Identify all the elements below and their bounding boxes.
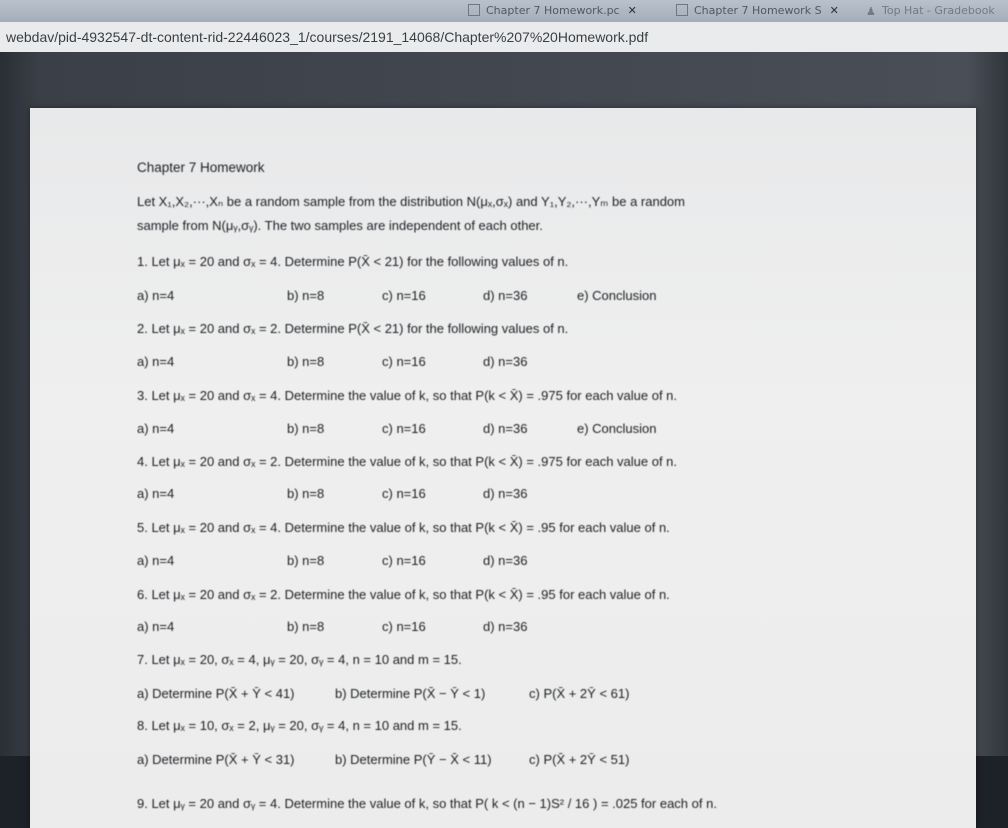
problem-9-statement: 9. Let μᵧ = 20 and σᵧ = 4. Determine the value of k, so that P( k < (n − 1)S² / 16 ) = .025 for each of n. bbox=[137, 796, 717, 811]
option-a: a) n=4 bbox=[137, 486, 175, 501]
option-b: b) n=8 bbox=[287, 486, 325, 501]
option-e: e) Conclusion bbox=[577, 421, 657, 436]
option-c: c) n=16 bbox=[382, 421, 426, 436]
option-b: b) n=8 bbox=[287, 354, 325, 369]
url-text[interactable]: webdav/pid-4932547-dt-content-rid-22446023_1/courses/2191_14068/Chapter%207%20Homework.pdf bbox=[6, 29, 649, 45]
problem-5-statement: 5. Let μₓ = 20 and σₓ = 4. Determine the value of k, so that P(k < X̄) = .95 for each value of n. bbox=[137, 520, 670, 535]
option-d: d) n=36 bbox=[483, 619, 528, 634]
problem-2-statement: 2. Let μₓ = 20 and σₓ = 2. Determine P(X̄ < 21) for the following values of n. bbox=[137, 321, 569, 336]
tophat-icon: ♟ bbox=[866, 5, 876, 18]
option-b: b) n=8 bbox=[287, 421, 325, 436]
intro-text-line-2: sample from N(μᵧ,σᵧ). The two samples are independent of each other. bbox=[137, 218, 543, 233]
option-a: a) Determine P(X̄ + Ȳ < 41) bbox=[137, 686, 295, 701]
option-a: a) Determine P(X̄ + Ȳ < 31) bbox=[137, 752, 295, 767]
option-d: d) n=36 bbox=[483, 486, 528, 501]
option-b: b) n=8 bbox=[287, 553, 325, 568]
browser-tab-strip bbox=[0, 0, 1008, 22]
browser-tab-top-hat-gradebook[interactable] bbox=[866, 0, 1008, 20]
tab-label: Top Hat - Gradebook bbox=[882, 3, 995, 17]
browser-tab-chapter-7-homework-pdf[interactable] bbox=[468, 0, 658, 20]
option-c: c) n=16 bbox=[382, 619, 426, 634]
option-b: b) n=8 bbox=[287, 288, 325, 303]
intro-text-line-1: Let X₁,X₂,···,Xₙ be a random sample from the distribution N(μₓ,σₓ) and Y₁,Y₂,···,Yₘ be a random bbox=[137, 194, 685, 209]
option-c: c) P(X̄ + 2Ȳ < 51) bbox=[529, 752, 630, 767]
pdf-page bbox=[30, 108, 976, 828]
option-a: a) n=4 bbox=[137, 421, 175, 436]
option-a: a) n=4 bbox=[137, 619, 175, 634]
option-c: c) n=16 bbox=[382, 486, 426, 501]
tab-label: Chapter 7 Homework.pc bbox=[486, 3, 620, 17]
close-icon[interactable]: ✕ bbox=[627, 3, 637, 17]
option-b: b) Determine P(X̄ − Ȳ < 1) bbox=[335, 686, 486, 701]
option-a: a) n=4 bbox=[137, 288, 175, 303]
tab-page-icon bbox=[468, 4, 480, 16]
document-title: Chapter 7 Homework bbox=[137, 160, 265, 175]
close-icon[interactable]: ✕ bbox=[829, 3, 839, 17]
option-c: c) n=16 bbox=[382, 553, 426, 568]
tab-label: Chapter 7 Homework S bbox=[694, 3, 822, 17]
option-d: d) n=36 bbox=[483, 354, 528, 369]
problem-8-statement: 8. Let μₓ = 10, σₓ = 2, μᵧ = 20, σᵧ = 4, n = 10 and m = 15. bbox=[137, 718, 462, 733]
problem-1-statement: 1. Let μₓ = 20 and σₓ = 4. Determine P(X̄ < 21) for the following values of n. bbox=[137, 254, 569, 269]
option-c: c) n=16 bbox=[382, 354, 426, 369]
option-d: d) n=36 bbox=[483, 421, 528, 436]
tab-page-icon bbox=[676, 4, 688, 16]
option-e: e) Conclusion bbox=[577, 288, 657, 303]
option-c: c) n=16 bbox=[382, 288, 426, 303]
option-a: a) n=4 bbox=[137, 354, 175, 369]
problem-3-statement: 3. Let μₓ = 20 and σₓ = 4. Determine the value of k, so that P(k < X̄) = .975 for each value of n. bbox=[137, 388, 678, 403]
option-b: b) Determine P(Ȳ − X̄ < 11) bbox=[335, 752, 492, 767]
option-b: b) n=8 bbox=[287, 619, 325, 634]
pdf-viewer[interactable] bbox=[0, 52, 1008, 811]
browser-tab-chapter-7-homework-s[interactable] bbox=[676, 0, 846, 20]
option-a: a) n=4 bbox=[137, 553, 175, 568]
problem-7-statement: 7. Let μₓ = 20, σₓ = 4, μᵧ = 20, σᵧ = 4, n = 10 and m = 15. bbox=[137, 652, 462, 667]
option-d: d) n=36 bbox=[483, 288, 528, 303]
option-d: d) n=36 bbox=[483, 553, 528, 568]
problem-6-statement: 6. Let μₓ = 20 and σₓ = 2. Determine the value of k, so that P(k < X̄) = .95 for each value of n. bbox=[137, 587, 670, 602]
option-c: c) P(X̄ + 2Ȳ < 61) bbox=[529, 686, 630, 701]
problem-4-statement: 4. Let μₓ = 20 and σₓ = 2. Determine the value of k, so that P(k < X̄) = .975 for each value of n. bbox=[137, 454, 678, 469]
address-bar[interactable] bbox=[0, 22, 1008, 52]
